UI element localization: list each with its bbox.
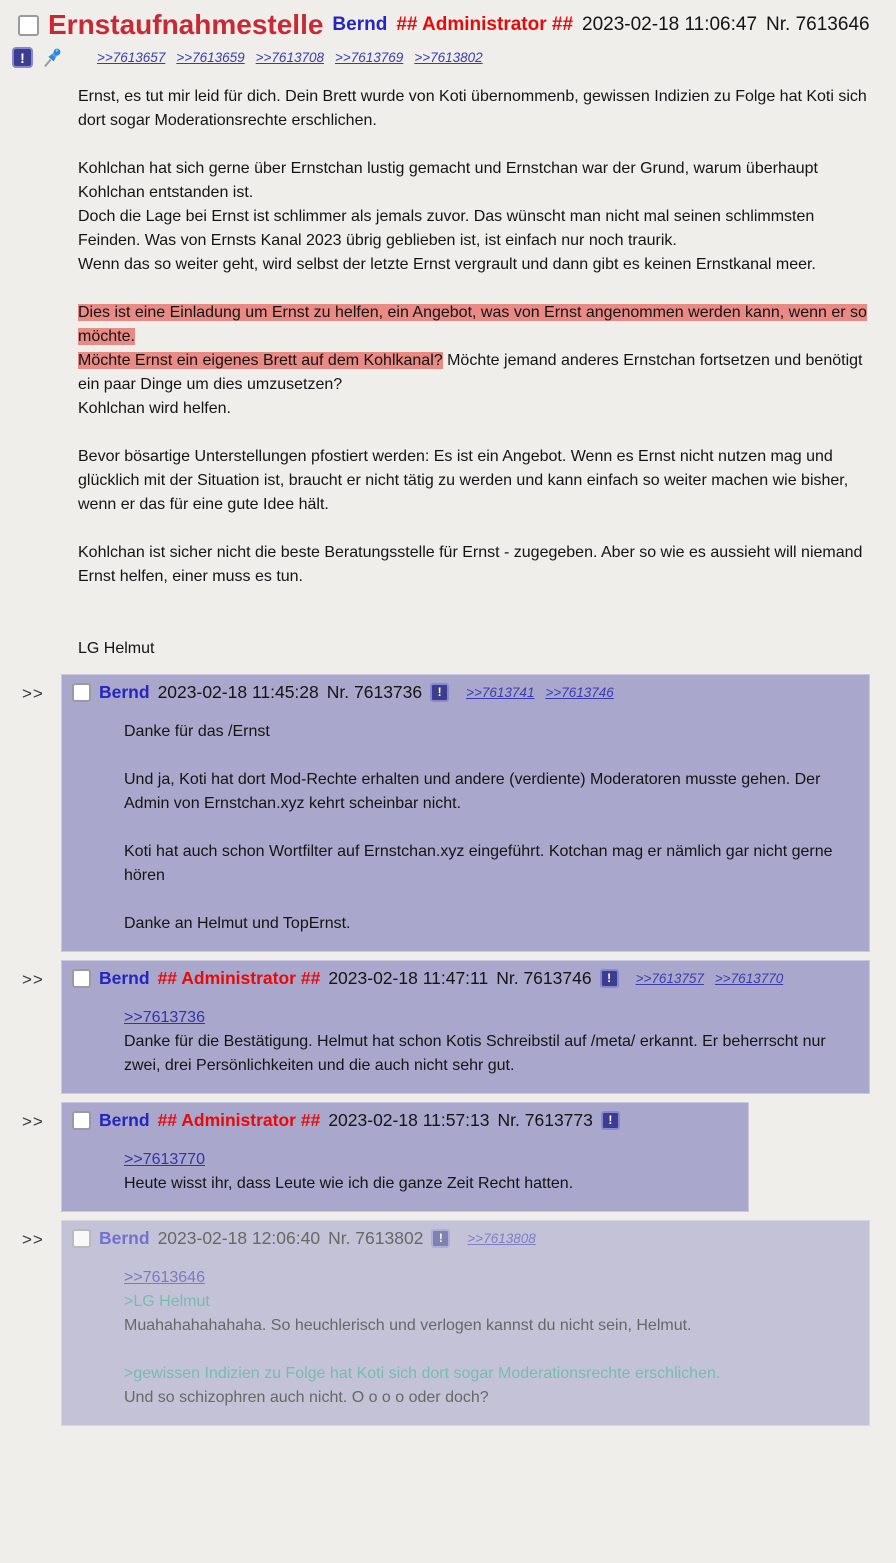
highlighted-text: Möchte Ernst ein eigenes Brett auf dem Kohlkanal? xyxy=(78,351,443,369)
reply-header xyxy=(72,1228,857,1249)
post-number[interactable]: Nr. 7613773 xyxy=(497,1109,593,1130)
reply-row xyxy=(8,960,888,1094)
alert-glyph: ! xyxy=(20,49,25,66)
op-capcode: ## Administrator ## xyxy=(396,14,574,36)
reply-select-checkbox[interactable] xyxy=(72,1229,91,1248)
reply-pointer: >> xyxy=(22,1111,44,1131)
reply-pointer: >> xyxy=(22,969,44,989)
backlink[interactable]: >>7613659 xyxy=(176,50,245,66)
message-text: Ernst, es tut mir leid für dich. Dein Brett wurde von Koti übernommenb, gewissen Indizien zu Folge hat Koti sich dort sogar Moderationsrechte erschlichen. xyxy=(78,87,867,129)
backlink[interactable]: >>7613757 xyxy=(635,970,704,986)
message-text: Kohlchan hat sich gerne über Ernstchan lustig gemacht und Ernstchan war der Grund, warum überhaupt Kohlchan entstanden ist. xyxy=(78,159,818,201)
alert-glyph: ! xyxy=(607,971,612,986)
greentext-line: >LG Helmut xyxy=(124,1292,210,1310)
reply-post-7613746 xyxy=(61,960,870,1094)
reply-row xyxy=(8,674,888,952)
post-number[interactable]: Nr. 7613746 xyxy=(496,967,592,988)
capcode: ## Administrator ## xyxy=(157,967,321,988)
reply-post-7613773 xyxy=(61,1102,749,1212)
message-text: Kohlchan ist sicher nicht die beste Beratungsstelle für Ernst - zugegeben. Aber so wie es aussieht will niemand Ernst helfen, einer muss es tun. xyxy=(78,543,863,585)
message-text: Koti hat auch schon Wortfilter auf Ernstchan.xyz eingeführt. Kotchan mag er nämlich gar nicht gerne hören xyxy=(124,842,833,884)
poster-name: Bernd xyxy=(99,1109,150,1130)
alert-badge-icon xyxy=(430,683,449,702)
poster-name: Bernd xyxy=(99,1227,150,1248)
reply-pointer: >> xyxy=(22,683,44,703)
backlink[interactable]: >>7613770 xyxy=(714,970,784,986)
message-text: Kohlchan wird helfen. xyxy=(78,399,231,417)
message-text: Möchte jemand anderes Ernstchan fortsetzen und benötigt ein paar Dinge um dies umzusetzen? xyxy=(78,351,863,393)
message-text: Doch die Lage bei Ernst ist schlimmer als jemals zuvor. Das wünscht man nicht mal seinen schlimmsten Feinden. Was von Ernsts Kanal 2023 übrig geblieben ist, ist einfach nur noch traurik. xyxy=(78,207,815,249)
op-backlinks xyxy=(97,50,483,65)
backlink[interactable]: >>7613708 xyxy=(255,50,324,66)
reply-backlinks xyxy=(466,685,614,700)
quote-link[interactable]: >>7613770 xyxy=(124,1150,205,1168)
reply-post-7613736 xyxy=(61,674,870,952)
op-message xyxy=(78,85,880,661)
reply-backlinks xyxy=(467,1231,535,1246)
message-text: Muahahahahahaha. So heuchlerisch und verlogen kannst du nicht sein, Helmut. xyxy=(124,1316,692,1334)
poster-name: Bernd xyxy=(99,967,150,988)
post-datetime: 2023-02-18 11:47:11 xyxy=(328,967,489,988)
capcode: ## Administrator ## xyxy=(157,1109,321,1130)
message-text: Heute wisst ihr, dass Leute wie ich die ganze Zeit Recht hatten. xyxy=(124,1174,574,1192)
message-text: Und so schizophren auch nicht. O o o o oder doch? xyxy=(124,1388,489,1406)
op-select-checkbox[interactable] xyxy=(18,15,39,36)
reply-header xyxy=(72,968,857,989)
alert-glyph: ! xyxy=(608,1113,613,1128)
thread-subject: Ernstaufnahmestelle xyxy=(48,9,324,40)
highlighted-text: Dies ist eine Einladung um Ernst zu helfen, ein Angebot, was von Ernst angenommen werden kann, wenn er so möchte. xyxy=(78,303,867,345)
greentext-line: >gewissen Indizien zu Folge hat Koti sich dort sogar Moderationsrechte erschlichen. xyxy=(124,1364,721,1382)
message-text: Danke an Helmut und TopErnst. xyxy=(124,914,351,932)
reply-select-checkbox[interactable] xyxy=(72,1111,91,1130)
op-indicator-row xyxy=(12,46,888,70)
post-datetime: 2023-02-18 11:45:28 xyxy=(157,681,319,702)
quote-link[interactable]: >>7613646 xyxy=(124,1268,205,1286)
message-text: Danke für die Bestätigung. Helmut hat schon Kotis Schreibstil auf /meta/ erkannt. Er beherrscht nur zwei, drei Persönlichkeiten und die auch nicht sehr gut. xyxy=(124,1032,826,1074)
alert-glyph: ! xyxy=(437,685,442,700)
backlink[interactable]: >>7613741 xyxy=(466,684,535,700)
message-text: Wenn das so weiter geht, wird selbst der letzte Ernst vergrault und dann gibt es keinen Ernstkanal meer. xyxy=(78,255,816,273)
pushpin-icon xyxy=(40,46,64,70)
op-header xyxy=(8,6,888,41)
reply-row xyxy=(8,1220,888,1426)
reply-message xyxy=(124,1266,850,1410)
reply-pointer: >> xyxy=(22,1229,44,1249)
post-number[interactable]: Nr. 7613736 xyxy=(326,681,423,702)
op-datetime: 2023-02-18 11:06:47 xyxy=(582,14,758,36)
reply-header xyxy=(72,682,857,703)
post-number[interactable]: Nr. 7613802 xyxy=(328,1227,424,1248)
backlink[interactable]: >>7613802 xyxy=(414,50,483,66)
backlink[interactable]: >>7613657 xyxy=(97,50,166,66)
message-text: Bevor bösartige Unterstellungen pfostiert werden: Es ist ein Angebot. Wenn es Ernst nicht nutzen mag und glücklich mit der Situation ist, braucht er nicht tätig zu werden und kann einfach so weiter machen wie bisher, wenn er das für eine gute Idee hält. xyxy=(78,447,849,513)
poster-name: Bernd xyxy=(99,681,150,702)
op-post-number[interactable]: Nr. 7613646 xyxy=(766,14,870,36)
backlink[interactable]: >>7613746 xyxy=(545,684,614,700)
reply-select-checkbox[interactable] xyxy=(72,969,91,988)
alert-badge-icon xyxy=(600,969,619,988)
backlink[interactable]: >>7613769 xyxy=(334,50,404,66)
post-datetime: 2023-02-18 12:06:40 xyxy=(157,1227,321,1248)
op-poster-name: Bernd xyxy=(332,14,388,36)
quote-link[interactable]: >>7613736 xyxy=(124,1008,205,1026)
reply-post-7613802 xyxy=(61,1220,870,1426)
alert-badge-icon xyxy=(601,1111,620,1130)
alert-badge-icon xyxy=(12,47,33,68)
reply-header xyxy=(72,1110,736,1131)
op-post xyxy=(8,6,888,661)
reply-row xyxy=(8,1102,888,1212)
reply-message xyxy=(124,720,850,936)
message-text: LG Helmut xyxy=(78,639,155,657)
post-datetime: 2023-02-18 11:57:13 xyxy=(328,1109,490,1130)
reply-backlinks xyxy=(636,971,784,986)
reply-select-checkbox[interactable] xyxy=(72,683,91,702)
reply-message xyxy=(124,1148,736,1196)
alert-badge-icon xyxy=(431,1229,450,1248)
alert-glyph: ! xyxy=(438,1231,443,1246)
message-text: Und ja, Koti hat dort Mod-Rechte erhalten und andere (verdiente) Moderatoren musste gehen. Der Admin von Ernstchan.xyz kehrt scheinbar nicht. xyxy=(124,770,821,812)
backlink[interactable]: >>7613808 xyxy=(467,1230,536,1246)
reply-message xyxy=(124,1006,850,1078)
message-text: Danke für das /Ernst xyxy=(124,722,270,740)
